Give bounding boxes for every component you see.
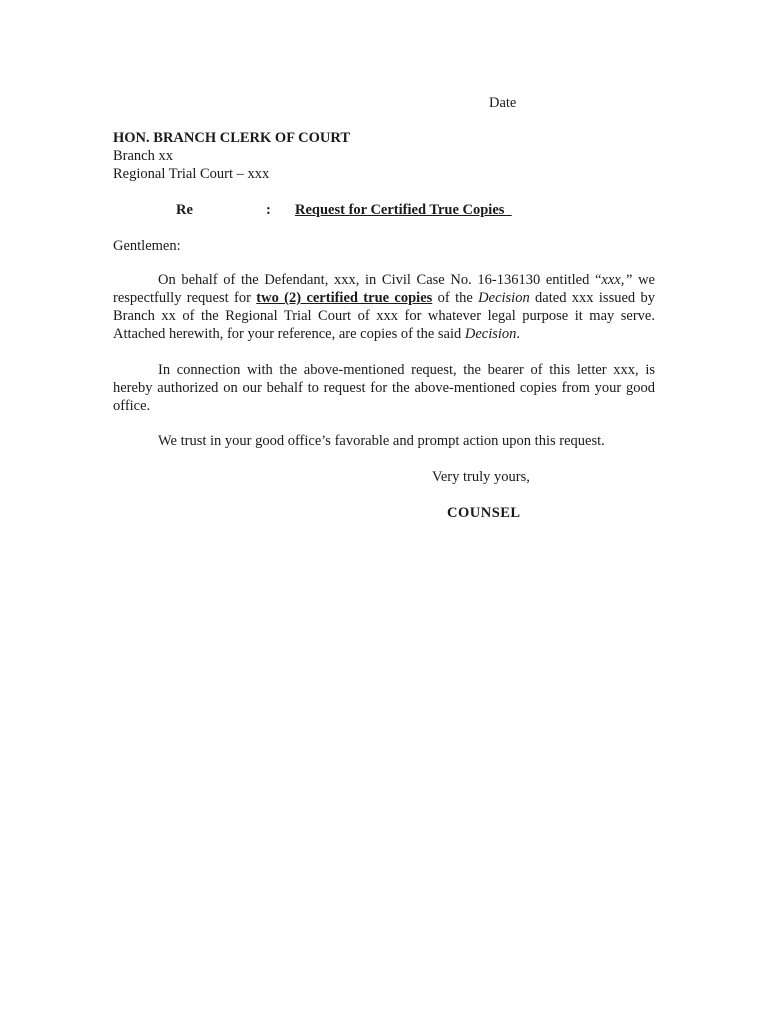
addressee-block: [113, 129, 673, 183]
re-label: Re: [176, 202, 193, 218]
copies-emphasis: two (2) certified true copies: [256, 290, 433, 306]
paragraph-request-text-3: of the: [432, 290, 479, 306]
paragraph-request-text-2: we respectfully request for: [113, 272, 655, 306]
paragraph-closing-remark: We trust in your good office’s favorable and prompt action upon this request.: [158, 433, 605, 449]
addressee-branch: Branch xx: [113, 148, 173, 164]
paragraph-request: [113, 271, 655, 343]
decision-term: Decision: [478, 290, 530, 306]
complimentary-close: Very truly yours,: [432, 469, 530, 485]
case-title: xxx: [601, 272, 621, 288]
decision-term-2: Decision: [464, 326, 517, 342]
signature-name: COUNSEL: [447, 505, 521, 521]
addressee-court: Regional Trial Court – xxx: [113, 166, 270, 182]
paragraph-request-text-1: On behalf of the Defendant, xxx, in Civil Case No. 16-136130 entitled “: [158, 272, 602, 288]
subject-line: [113, 201, 673, 219]
re-colon: :: [266, 202, 271, 218]
paragraph-request-text-4: dated xxx issued by Branch xx of the Regional Trial Court of xxx for whatever legal purpose it may serve. Attached herewith, for your reference, are copies of the said: [113, 290, 656, 342]
case-title-close: ,”: [620, 272, 633, 288]
salutation: Gentlemen:: [113, 238, 181, 254]
letter-date: Date: [489, 95, 517, 111]
re-subject: Request for Certified True Copies: [295, 202, 512, 218]
addressee-name: HON. BRANCH CLERK OF COURT: [113, 130, 351, 146]
paragraph-request-end: .: [516, 326, 521, 342]
paragraph-authorization: In connection with the above-mentioned request, the bearer of this letter xxx, is hereby authorized on our behalf to request for the above-mentioned copies from your good office.: [113, 362, 655, 414]
